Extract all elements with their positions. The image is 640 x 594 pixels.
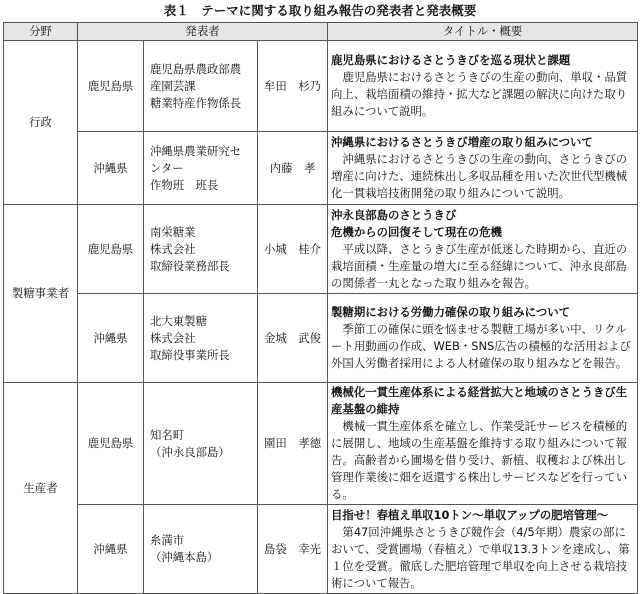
presenters-table xyxy=(3,22,638,594)
report-summary: 第47回沖縄県さとうきび競作会（4/5年期）農家の部において、受賞圃場（春植え）で単収13.3トンを達成し、第１位を受賞。徹底した肥培管理で単収を向上させる栽培技術について報告。 xyxy=(331,524,630,590)
presenter-name-cell: 島袋 幸光 xyxy=(258,505,328,594)
presenter-name-cell: 内藤 孝 xyxy=(258,132,328,205)
summary-cell xyxy=(328,205,638,294)
organization-cell: 南栄糖業 株式会社 取締役業務部長 xyxy=(144,205,258,294)
table-row xyxy=(4,383,638,505)
report-summary: 沖縄県におけるさとうきびの生産の動向、さとうきびの増産に向けた、連続株出し多収品種を用いた次世代型機械化一貫栽培技術開発の取り組みについて説明。 xyxy=(331,152,628,200)
organization-cell: 沖縄県農業研究セ ンター 作物班 班長 xyxy=(144,132,258,205)
summary-cell xyxy=(328,132,638,205)
table-row xyxy=(4,505,638,594)
summary-cell xyxy=(328,294,638,383)
table-row xyxy=(4,132,638,205)
table-row xyxy=(4,41,638,132)
report-summary: 平成以降、さとうきび生産が低迷した時期から、直近の栽培面積・生産量の増大に至る経緯について、沖永良部島の関係者一丸となった取り組みを報告。 xyxy=(331,241,628,290)
prefecture-cell: 沖縄県 xyxy=(78,294,144,383)
table-row xyxy=(4,205,638,294)
category-cell: 行政 xyxy=(4,41,78,205)
presenter-name-cell: 牟田 杉乃 xyxy=(258,41,328,132)
header-row xyxy=(4,23,638,41)
prefecture-cell: 鹿児島県 xyxy=(78,41,144,132)
summary-cell xyxy=(328,505,638,594)
report-summary: 季節工の確保に頭を悩ませる製糖工場が多い中、リクルート用動画の作成、WEB・SNS広告の積極的な活用および外国人労働者採用による人材確保の取り組みなどを報告。 xyxy=(331,322,631,370)
summary-cell xyxy=(328,41,638,132)
report-title: 沖縄県におけるさとうきび増産の取り組みについて xyxy=(331,135,593,149)
report-summary: 機械一貫生産体系を確立し、作業受託サービスを積極的に展開し、地域の生産基盤を維持する取り組みについて報告。高齢者から圃場を借り受け、新植、収穫および株出し管理作業後に畑を返還する株出しサービスなどを行っている。 xyxy=(331,419,628,501)
category-cell: 製糖事業者 xyxy=(4,205,78,383)
report-title: 鹿児島県におけるさとうきびを巡る現状と課題 xyxy=(331,53,571,67)
prefecture-cell: 鹿児島県 xyxy=(78,205,144,294)
organization-cell: 鹿児島県農政部農 産園芸課 糖業特産作物係長 xyxy=(144,41,258,132)
report-title: 目指せ！春植え単収10トン～単収アップの肥培管理～ xyxy=(331,507,609,522)
presenter-name-cell: 金城 武俊 xyxy=(258,294,328,383)
header-title-summary: タイトル・概要 xyxy=(328,23,638,41)
category-cell: 生産者 xyxy=(4,383,78,594)
table-caption: 表１ テーマに関する取り組み報告の発表者と発表概要 xyxy=(163,3,477,18)
presenter-name-cell: 園田 孝徳 xyxy=(258,383,328,505)
organization-cell: 糸満市 （沖縄本島） xyxy=(144,505,258,594)
prefecture-cell: 沖縄県 xyxy=(78,132,144,205)
organization-cell: 北大東製糖 株式会社 取締役事業所長 xyxy=(144,294,258,383)
prefecture-cell: 沖縄県 xyxy=(78,505,144,594)
prefecture-cell: 鹿児島県 xyxy=(78,383,144,505)
report-title: 機械化一貫生産体系による経営拡大と地域のさとうきび生産基盤の維持 xyxy=(331,385,628,416)
header-presenter: 発表者 xyxy=(78,23,328,41)
report-title: 沖永良部島のさとうきび 危機からの回復そして現在の危機 xyxy=(331,207,502,239)
summary-cell xyxy=(328,383,638,505)
header-field: 分野 xyxy=(4,23,78,41)
report-summary: 鹿児島県におけるさとうきびの生産の動向、単収・品質向上、栽培面積の維持・拡大など課題の解決に向けた取り組みについて説明。 xyxy=(331,70,628,118)
report-title: 製糖期における労働力確保の取り組みについて xyxy=(331,305,571,319)
presenter-name-cell: 小城 桂介 xyxy=(258,205,328,294)
organization-cell: 知名町 （沖永良部島） xyxy=(144,383,258,505)
table-row xyxy=(4,294,638,383)
